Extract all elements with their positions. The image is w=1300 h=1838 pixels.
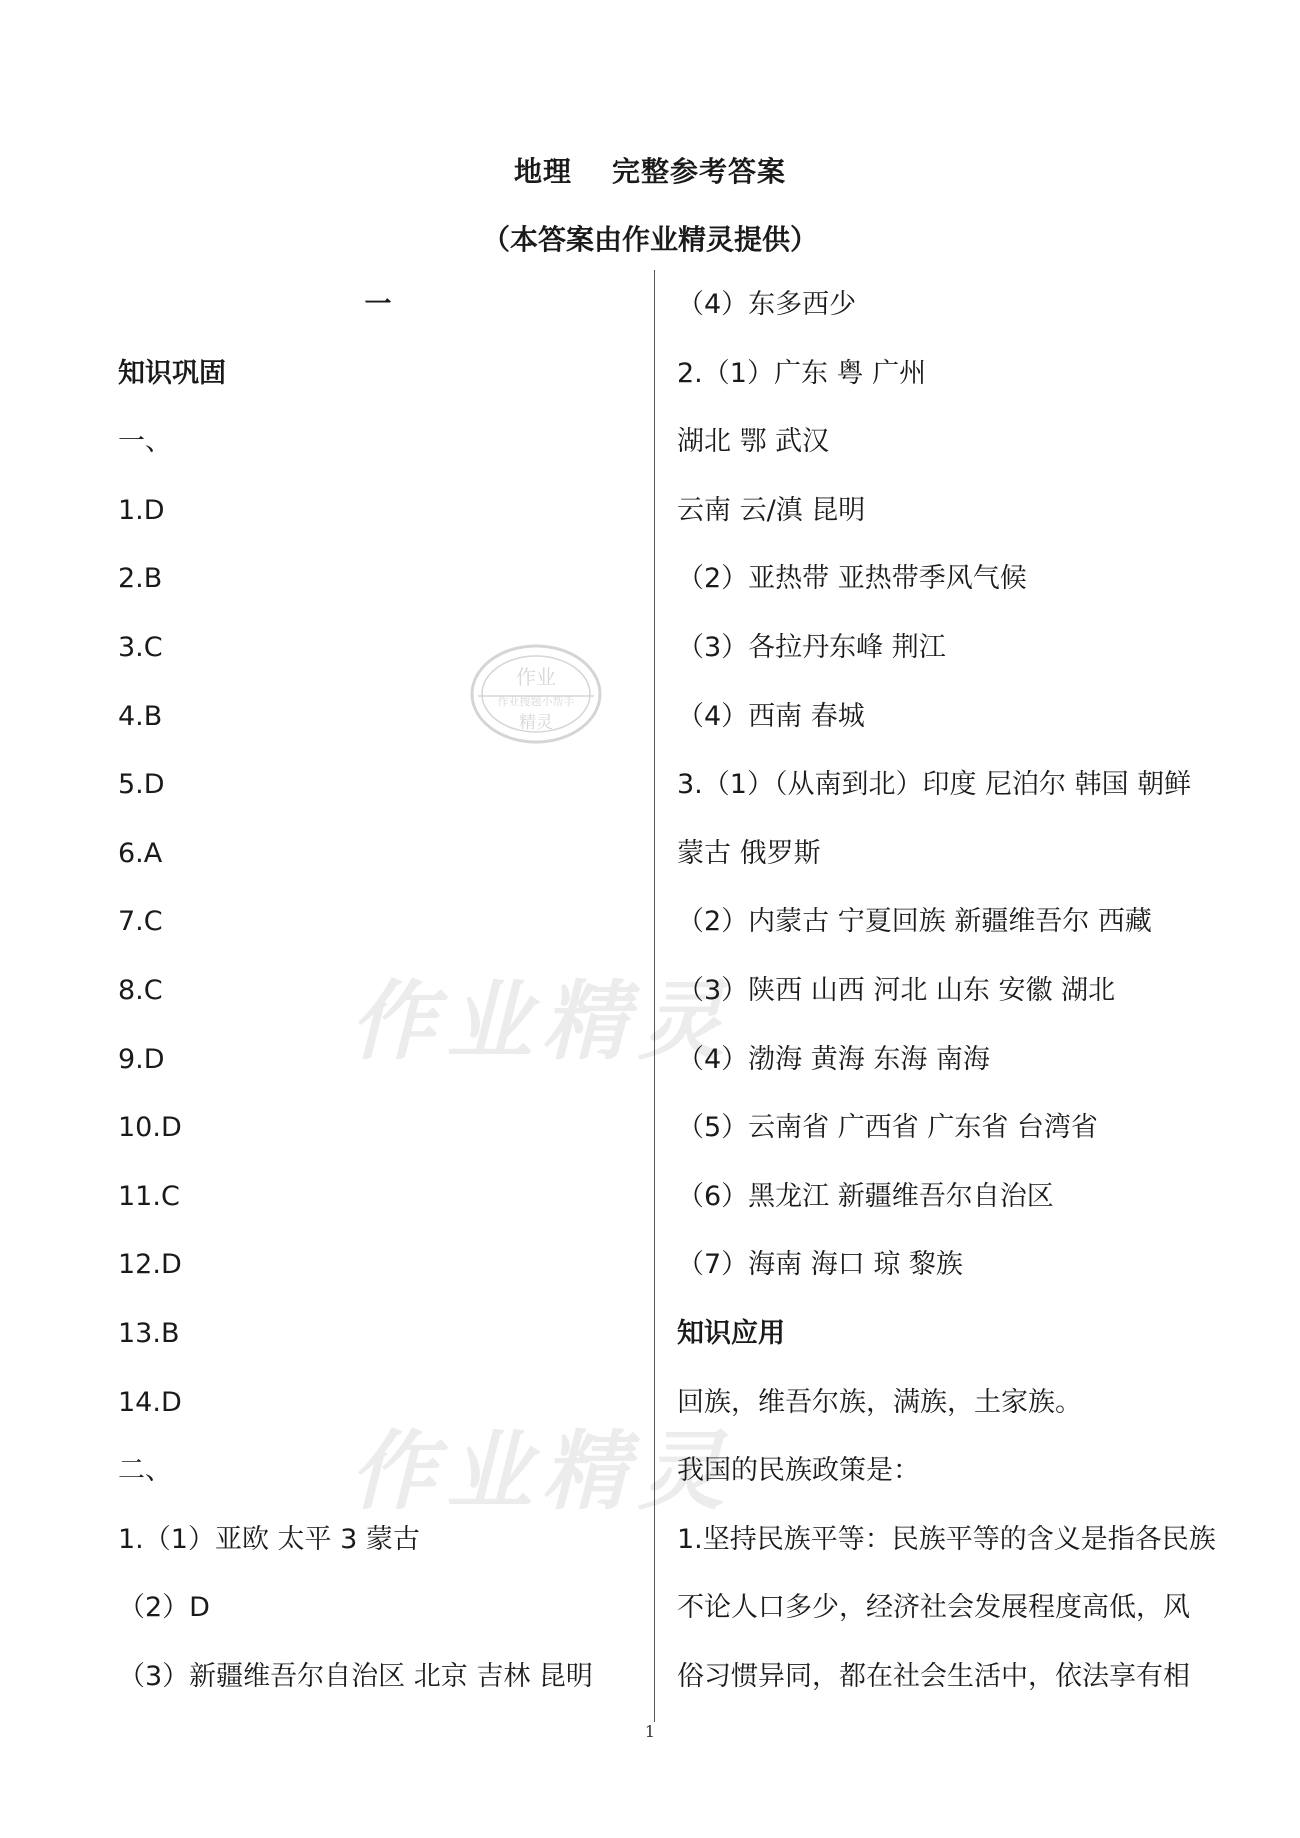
part-heading: 一、 xyxy=(118,426,172,458)
answer-line: （6）黑龙江 新疆维吾尔自治区 xyxy=(677,1180,1054,1212)
answer-line: 10.D xyxy=(118,1112,182,1144)
subsection-heading: 知识应用 xyxy=(677,1317,785,1349)
answer-line: 11.C xyxy=(118,1180,180,1212)
page-title xyxy=(0,150,1300,190)
watermark-text: 作业精灵 xyxy=(350,1422,734,1522)
answer-line: 俗习惯异同，都在社会生活中，依法享有相 xyxy=(677,1660,1190,1692)
answer-line: 2.B xyxy=(118,563,163,595)
answer-line: （2）D xyxy=(118,1592,210,1624)
answer-line: （3）新疆维吾尔自治区 北京 吉林 昆明 xyxy=(118,1660,593,1692)
answer-line: （7）海南 海口 琼 黎族 xyxy=(677,1249,963,1281)
title-main: 完整参考答案 xyxy=(612,155,787,188)
answer-line: （2）内蒙古 宁夏回族 新疆维吾尔 西藏 xyxy=(677,906,1152,938)
answer-line: 12.D xyxy=(118,1249,182,1281)
answer-line: 13.B xyxy=(118,1317,180,1349)
page-subtitle: （本答案由作业精灵提供） xyxy=(481,223,818,256)
answer-line: （2）亚热带 亚热带季风气候 xyxy=(677,563,1027,595)
section-heading: 一 xyxy=(364,289,392,320)
answer-line: 7.C xyxy=(118,906,163,938)
answer-line: 3.C xyxy=(118,631,163,663)
stamp-top-text: 作业 xyxy=(516,665,556,689)
answer-line: 2.（1）广东 粤 广州 xyxy=(677,357,927,389)
answer-line: 1.坚持民族平等：民族平等的含义是指各民族 xyxy=(677,1523,1216,1555)
answer-line: （4）渤海 黄海 东海 南海 xyxy=(677,1043,990,1075)
answer-line: 4.B xyxy=(118,700,163,732)
watermark-text: 作业精灵 xyxy=(350,972,734,1072)
answer-line: 我国的民族政策是： xyxy=(677,1455,920,1487)
answer-line: （4）东多西少 xyxy=(677,289,857,320)
page-number: 1 xyxy=(644,1722,656,1741)
answer-line: 6.A xyxy=(118,837,163,869)
answer-line: 9.D xyxy=(118,1043,165,1075)
answer-line: 1.（1）亚欧 太平 3 蒙古 xyxy=(118,1523,420,1555)
answer-line: 蒙古 俄罗斯 xyxy=(677,837,821,869)
answer-line: 3.（1）（从南到北）印度 尼泊尔 韩国 朝鲜 xyxy=(677,769,1192,801)
answer-line: 14.D xyxy=(118,1386,182,1418)
answer-line: 8.C xyxy=(118,974,163,1006)
stamp-bottom-text: 精灵 xyxy=(519,713,553,733)
left-answer-column xyxy=(118,285,638,1725)
stamp-middle-text: 作业搜题小帮手 xyxy=(497,695,575,708)
answer-line: 云南 云/滇 昆明 xyxy=(677,494,866,526)
answer-line: （3）陕西 山西 河北 山东 安徽 湖北 xyxy=(677,974,1116,1006)
answer-line: 1.D xyxy=(118,494,165,526)
answer-line: 湖北 鄂 武汉 xyxy=(677,426,830,458)
right-answer-column xyxy=(677,285,1237,1725)
part-heading: 二、 xyxy=(118,1455,172,1487)
title-subject: 地理 xyxy=(513,155,572,188)
subsection-heading: 知识巩固 xyxy=(118,357,226,389)
answer-line: （4）西南 春城 xyxy=(677,700,865,732)
answer-line: 5.D xyxy=(118,769,165,801)
answer-line: 回族，维吾尔族，满族，土家族。 xyxy=(677,1386,1082,1418)
answer-line: （3）各拉丹东峰 荆江 xyxy=(677,631,946,663)
answer-line: （5）云南省 广西省 广东省 台湾省 xyxy=(677,1112,1098,1144)
answer-line: 不论人口多少，经济社会发展程度高低，风 xyxy=(677,1592,1190,1624)
